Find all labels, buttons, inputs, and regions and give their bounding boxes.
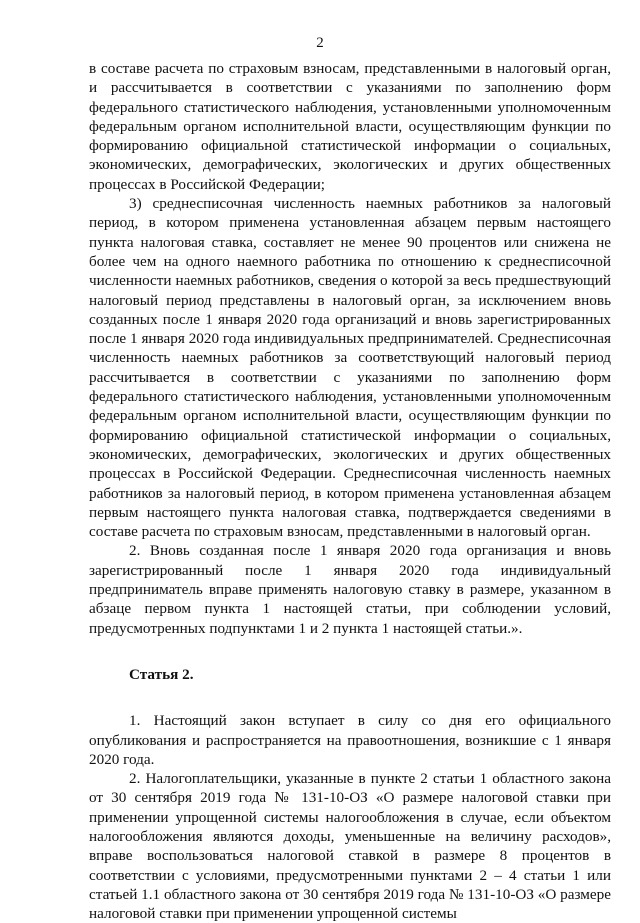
paragraph-point-2: 2. Вновь созданная после 1 января 2020 года организация и вновь зарегистрированный после 1 января 2020 года индивидуальный предприниматель вправе применять налоговую ставку в размере, указанном в абзаце первом пункта 1 настоящей статьи, при соблюдении условий, предусмотренных подпунктами 1 и 2 пункта 1 настоящей статьи.». bbox=[89, 542, 611, 637]
paragraph-continuation: в составе расчета по страховым взносам, представленными в налоговый орган, и рассчитывается в соответствии с указаниями по заполнению форм федерального статистического наблюдения, установленными уполномоченным федеральным органом исполнительной власти, осуществляющим функции по формированию официальной статистической информации о социальных, экономических, демографических, экологических и других общественных процессах в Российской Федерации; bbox=[89, 60, 611, 193]
article-heading: Статья 2. bbox=[129, 665, 194, 683]
page-number: 2 bbox=[316, 35, 324, 51]
document-body bbox=[89, 59, 611, 923]
paragraph-item-3: 3) среднесписочная численность наемных работников за налоговый период, в котором применена установленная абзацем первым настоящего пункта налоговая ставка, составляет не менее 90 процентов или снижена не более чем на одного наемного работника по отношению к среднесписочной численности наемных работников, сведения о которой за весь предшествующий налоговый период представлены в налоговый орган, за исключением вновь созданных после 1 января 2020 года организаций и вновь зарегистрированных после 1 января 2020 года индивидуальных предпринимателей. Среднесписочная численность наемных работников за соответствующий налоговый период рассчитывается в соответствии с указаниями по заполнению форм федерального статистического наблюдения, установленными уполномоченным федеральным органом исполнительной власти, осуществляющим функции по формированию официальной статистической информации о социальных, экономических, демографических, экологических и других общественных процессах в Российской Федерации. Среднесписочная численность наемных работников за налоговый период, в котором применена установленная абзацем первым настоящего пункта налоговая ставка, подтверждается сведениями в составе расчета по страховым взносам, представленными в налоговый орган. bbox=[89, 195, 611, 541]
paragraph-article2-point-2: 2. Налогоплательщики, указанные в пункте 2 статьи 1 областного закона от 30 сентября 2019 года № 131-10-ОЗ «О размере налоговой ставки при применении упрощенной системы налогообложения в случае, если объектом налогообложения являются доходы, уменьшенные на величину расходов», вправе воспользоваться налоговой ставкой в размере 8 процентов в соответствии с условиями, предусмотренными пунктами 2 – 4 статьи 1 или статьей 1.1 областного закона от 30 сентября 2019 года № 131-10-ОЗ «О размере налоговой ставки при применении упрощенной системы bbox=[89, 770, 611, 923]
paragraph-article2-point-1: 1. Настоящий закон вступает в силу со дня его официального опубликования и распространяется на правоотношения, возникшие с 1 января 2020 года. bbox=[89, 712, 611, 768]
